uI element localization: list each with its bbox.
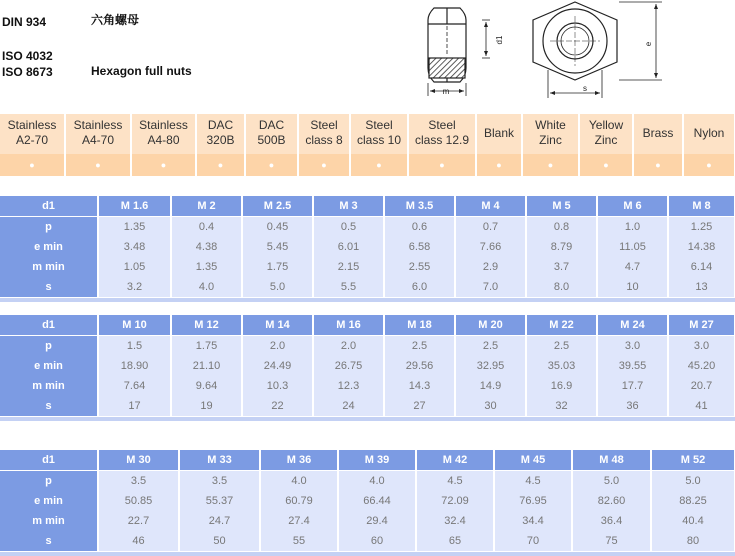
table-cell: 4.7 bbox=[598, 257, 667, 277]
table-cell: 6.14 bbox=[669, 257, 734, 277]
material-availability-dot: ● bbox=[197, 154, 244, 176]
table-cell: 12.3 bbox=[314, 376, 383, 396]
row-label: e min bbox=[0, 491, 97, 511]
table-cell: 75 bbox=[573, 531, 650, 551]
table-cell: 4.0 bbox=[261, 471, 337, 491]
table-row bbox=[0, 376, 735, 396]
table-cell: 65 bbox=[417, 531, 493, 551]
table-row bbox=[0, 336, 735, 356]
material-availability-dot: ● bbox=[351, 154, 407, 176]
table-cell: 5.45 bbox=[243, 237, 312, 257]
material-cell bbox=[351, 114, 407, 176]
title-english: Hexagon full nuts bbox=[91, 64, 192, 78]
size-header: M 16 bbox=[314, 315, 383, 335]
size-header: M 8 bbox=[669, 196, 734, 216]
table-cell: 2.15 bbox=[314, 257, 383, 277]
row-label: p bbox=[0, 217, 97, 237]
row-label: e min bbox=[0, 356, 97, 376]
nut-front-view bbox=[533, 2, 662, 98]
table-cell: 7.64 bbox=[99, 376, 170, 396]
table-cell: 5.0 bbox=[573, 471, 650, 491]
table-cell: 2.5 bbox=[456, 336, 525, 356]
dim-label-m: m bbox=[442, 87, 450, 96]
size-header: M 39 bbox=[339, 450, 415, 470]
row-label: m min bbox=[0, 257, 97, 277]
material-availability-dot: ● bbox=[477, 154, 521, 176]
table-cell: 50.85 bbox=[99, 491, 178, 511]
table-cell: 7.66 bbox=[456, 237, 525, 257]
table-cell: 17.7 bbox=[598, 376, 667, 396]
table-cell: 1.75 bbox=[172, 336, 241, 356]
table-cell: 27 bbox=[385, 396, 454, 416]
table-cell: 66.44 bbox=[339, 491, 415, 511]
table-cell: 22.7 bbox=[99, 511, 178, 531]
material-availability-dot: ● bbox=[580, 154, 632, 176]
table-cell: 11.05 bbox=[598, 237, 667, 257]
table-cell: 1.0 bbox=[598, 217, 667, 237]
table-cell: 29.4 bbox=[339, 511, 415, 531]
material-cell bbox=[66, 114, 130, 176]
dim-d1 bbox=[482, 20, 490, 58]
table-cell: 32 bbox=[527, 396, 596, 416]
table-cell: 3.48 bbox=[99, 237, 170, 257]
table-cell: 60.79 bbox=[261, 491, 337, 511]
row-label: m min bbox=[0, 511, 97, 531]
table-row bbox=[0, 471, 735, 491]
material-label: Brass bbox=[642, 125, 674, 140]
table-cell: 9.64 bbox=[172, 376, 241, 396]
table-header-row bbox=[0, 450, 735, 470]
size-header: M 36 bbox=[261, 450, 337, 470]
table-cell: 5.0 bbox=[243, 277, 312, 297]
material-label: Steel class 12.9 bbox=[414, 118, 470, 147]
material-availability-dot: ● bbox=[523, 154, 578, 176]
size-header: M 2.5 bbox=[243, 196, 312, 216]
table-cell: 3.7 bbox=[527, 257, 596, 277]
table-cell: 32.95 bbox=[456, 356, 525, 376]
size-header: M 1.6 bbox=[99, 196, 170, 216]
material-cell bbox=[132, 114, 195, 176]
table-cell: 4.5 bbox=[417, 471, 493, 491]
size-header: M 20 bbox=[456, 315, 525, 335]
size-header: M 45 bbox=[495, 450, 571, 470]
table-cell: 1.5 bbox=[99, 336, 170, 356]
standard-din: DIN 934 bbox=[2, 15, 47, 29]
table-cell: 0.45 bbox=[243, 217, 312, 237]
material-label: Steel class 8 bbox=[305, 118, 343, 147]
row-label: m min bbox=[0, 376, 97, 396]
dim-label-d1: d1 bbox=[495, 35, 504, 45]
material-cell bbox=[580, 114, 632, 176]
materials-table bbox=[0, 114, 735, 176]
table-cell: 8.0 bbox=[527, 277, 596, 297]
material-availability-dot: ● bbox=[409, 154, 475, 176]
table-row bbox=[0, 217, 735, 237]
dim-label-s: s bbox=[583, 84, 587, 93]
standard-iso-4032: ISO 4032 bbox=[2, 49, 53, 63]
table-cell: 30 bbox=[456, 396, 525, 416]
table-cell: 22 bbox=[243, 396, 312, 416]
table-cell: 7.0 bbox=[456, 277, 525, 297]
material-availability-dot: ● bbox=[66, 154, 130, 176]
row-label-d1: d1 bbox=[0, 196, 97, 216]
row-label: p bbox=[0, 471, 97, 491]
table-cell: 14.3 bbox=[385, 376, 454, 396]
material-label: Yellow Zinc bbox=[588, 118, 624, 147]
size-header: M 10 bbox=[99, 315, 170, 335]
material-label: Nylon bbox=[693, 125, 725, 140]
material-availability-dot: ● bbox=[299, 154, 349, 176]
table-row bbox=[0, 277, 735, 297]
table-cell: 45.20 bbox=[669, 356, 734, 376]
table-cell: 80 bbox=[652, 531, 734, 551]
table-cell: 3.5 bbox=[99, 471, 178, 491]
table-cell: 4.0 bbox=[339, 471, 415, 491]
table-cell: 39.55 bbox=[598, 356, 667, 376]
table-cell: 3.0 bbox=[598, 336, 667, 356]
table-cell: 24.7 bbox=[180, 511, 259, 531]
table-cell: 36 bbox=[598, 396, 667, 416]
table-row bbox=[0, 531, 735, 551]
table-bottom-border bbox=[0, 417, 735, 421]
size-header: M 48 bbox=[573, 450, 650, 470]
standard-iso-8673: ISO 8673 bbox=[2, 65, 53, 79]
table-row bbox=[0, 396, 735, 416]
row-label-d1: d1 bbox=[0, 450, 97, 470]
table-cell: 1.05 bbox=[99, 257, 170, 277]
row-label: s bbox=[0, 396, 97, 416]
table-header-row bbox=[0, 315, 735, 335]
table-row bbox=[0, 491, 735, 511]
table-cell: 32.4 bbox=[417, 511, 493, 531]
size-header: M 22 bbox=[527, 315, 596, 335]
row-label: s bbox=[0, 531, 97, 551]
table-cell: 76.95 bbox=[495, 491, 571, 511]
size-header: M 52 bbox=[652, 450, 734, 470]
table-header-row bbox=[0, 196, 735, 216]
row-label: e min bbox=[0, 237, 97, 257]
table-cell: 2.0 bbox=[243, 336, 312, 356]
size-header: M 3 bbox=[314, 196, 383, 216]
table-cell: 55.37 bbox=[180, 491, 259, 511]
table-cell: 14.38 bbox=[669, 237, 734, 257]
material-cell bbox=[634, 114, 682, 176]
table-cell: 1.75 bbox=[243, 257, 312, 277]
table-cell: 4.5 bbox=[495, 471, 571, 491]
table-cell: 2.0 bbox=[314, 336, 383, 356]
table-cell: 41 bbox=[669, 396, 734, 416]
material-cell bbox=[523, 114, 578, 176]
table-cell: 46 bbox=[99, 531, 178, 551]
row-label-d1: d1 bbox=[0, 315, 97, 335]
table-cell: 1.25 bbox=[669, 217, 734, 237]
size-header: M 6 bbox=[598, 196, 667, 216]
table-cell: 35.03 bbox=[527, 356, 596, 376]
material-label: DAC 320B bbox=[206, 118, 235, 147]
table-cell: 10.3 bbox=[243, 376, 312, 396]
table-cell: 20.7 bbox=[669, 376, 734, 396]
table-cell: 24.49 bbox=[243, 356, 312, 376]
material-label: Stainless A4-70 bbox=[73, 118, 123, 147]
material-label: DAC 500B bbox=[257, 118, 286, 147]
size-header: M 4 bbox=[456, 196, 525, 216]
material-availability-dot: ● bbox=[0, 154, 64, 176]
table-cell: 6.01 bbox=[314, 237, 383, 257]
table-cell: 16.9 bbox=[527, 376, 596, 396]
table-cell: 4.38 bbox=[172, 237, 241, 257]
table-cell: 0.6 bbox=[385, 217, 454, 237]
material-label: Stainless A2-70 bbox=[7, 118, 57, 147]
title-chinese: 六角螺母 bbox=[91, 13, 140, 27]
material-cell bbox=[246, 114, 297, 176]
table-cell: 0.8 bbox=[527, 217, 596, 237]
table-cell: 3.5 bbox=[180, 471, 259, 491]
table-cell: 82.60 bbox=[573, 491, 650, 511]
table-cell: 2.5 bbox=[527, 336, 596, 356]
table-cell: 10 bbox=[598, 277, 667, 297]
material-cell bbox=[409, 114, 475, 176]
material-availability-dot: ● bbox=[634, 154, 682, 176]
table-cell: 2.5 bbox=[385, 336, 454, 356]
nut-side-view bbox=[428, 8, 466, 96]
table-cell: 3.2 bbox=[99, 277, 170, 297]
table-cell: 60 bbox=[339, 531, 415, 551]
table-row bbox=[0, 257, 735, 277]
table-cell: 0.5 bbox=[314, 217, 383, 237]
size-header: M 18 bbox=[385, 315, 454, 335]
table-bottom-border bbox=[0, 552, 735, 556]
size-header: M 2 bbox=[172, 196, 241, 216]
table-cell: 40.4 bbox=[652, 511, 734, 531]
table-cell: 2.9 bbox=[456, 257, 525, 277]
material-label: Stainless A4-80 bbox=[139, 118, 188, 147]
table-cell: 1.35 bbox=[172, 257, 241, 277]
table-bottom-border bbox=[0, 298, 735, 302]
size-header: M 27 bbox=[669, 315, 734, 335]
material-label: White Zinc bbox=[535, 118, 566, 147]
table-cell: 6.58 bbox=[385, 237, 454, 257]
material-cell bbox=[197, 114, 244, 176]
material-cell bbox=[684, 114, 734, 176]
material-cell bbox=[0, 114, 64, 176]
table-cell: 21.10 bbox=[172, 356, 241, 376]
size-header: M 3.5 bbox=[385, 196, 454, 216]
table-cell: 29.56 bbox=[385, 356, 454, 376]
table-cell: 27.4 bbox=[261, 511, 337, 531]
table-cell: 72.09 bbox=[417, 491, 493, 511]
material-cell bbox=[477, 114, 521, 176]
table-cell: 88.25 bbox=[652, 491, 734, 511]
table-cell: 0.4 bbox=[172, 217, 241, 237]
dim-label-e: e bbox=[644, 41, 653, 47]
size-header: M 12 bbox=[172, 315, 241, 335]
table-row bbox=[0, 237, 735, 257]
table-cell: 6.0 bbox=[385, 277, 454, 297]
size-header: M 33 bbox=[180, 450, 259, 470]
material-availability-dot: ● bbox=[246, 154, 297, 176]
row-label: s bbox=[0, 277, 97, 297]
table-cell: 5.0 bbox=[652, 471, 734, 491]
row-label: p bbox=[0, 336, 97, 356]
table-cell: 8.79 bbox=[527, 237, 596, 257]
table-cell: 4.0 bbox=[172, 277, 241, 297]
table-cell: 0.7 bbox=[456, 217, 525, 237]
table-cell: 55 bbox=[261, 531, 337, 551]
table-row bbox=[0, 356, 735, 376]
table-cell: 17 bbox=[99, 396, 170, 416]
table-cell: 50 bbox=[180, 531, 259, 551]
material-cell bbox=[299, 114, 349, 176]
table-cell: 5.5 bbox=[314, 277, 383, 297]
size-header: M 5 bbox=[527, 196, 596, 216]
size-header: M 24 bbox=[598, 315, 667, 335]
table-row bbox=[0, 511, 735, 531]
table-cell: 34.4 bbox=[495, 511, 571, 531]
table-cell: 70 bbox=[495, 531, 571, 551]
table-cell: 24 bbox=[314, 396, 383, 416]
material-availability-dot: ● bbox=[132, 154, 195, 176]
size-header: M 42 bbox=[417, 450, 493, 470]
table-cell: 26.75 bbox=[314, 356, 383, 376]
table-cell: 2.55 bbox=[385, 257, 454, 277]
table-cell: 13 bbox=[669, 277, 734, 297]
size-header: M 30 bbox=[99, 450, 178, 470]
material-label: Steel class 10 bbox=[356, 118, 402, 147]
table-cell: 19 bbox=[172, 396, 241, 416]
size-header: M 14 bbox=[243, 315, 312, 335]
material-label: Blank bbox=[483, 125, 515, 140]
material-availability-dot: ● bbox=[684, 154, 734, 176]
hex-nut-drawing bbox=[420, 0, 670, 105]
table-cell: 36.4 bbox=[573, 511, 650, 531]
table-cell: 3.0 bbox=[669, 336, 734, 356]
table-cell: 18.90 bbox=[99, 356, 170, 376]
table-cell: 1.35 bbox=[99, 217, 170, 237]
table-cell: 14.9 bbox=[456, 376, 525, 396]
